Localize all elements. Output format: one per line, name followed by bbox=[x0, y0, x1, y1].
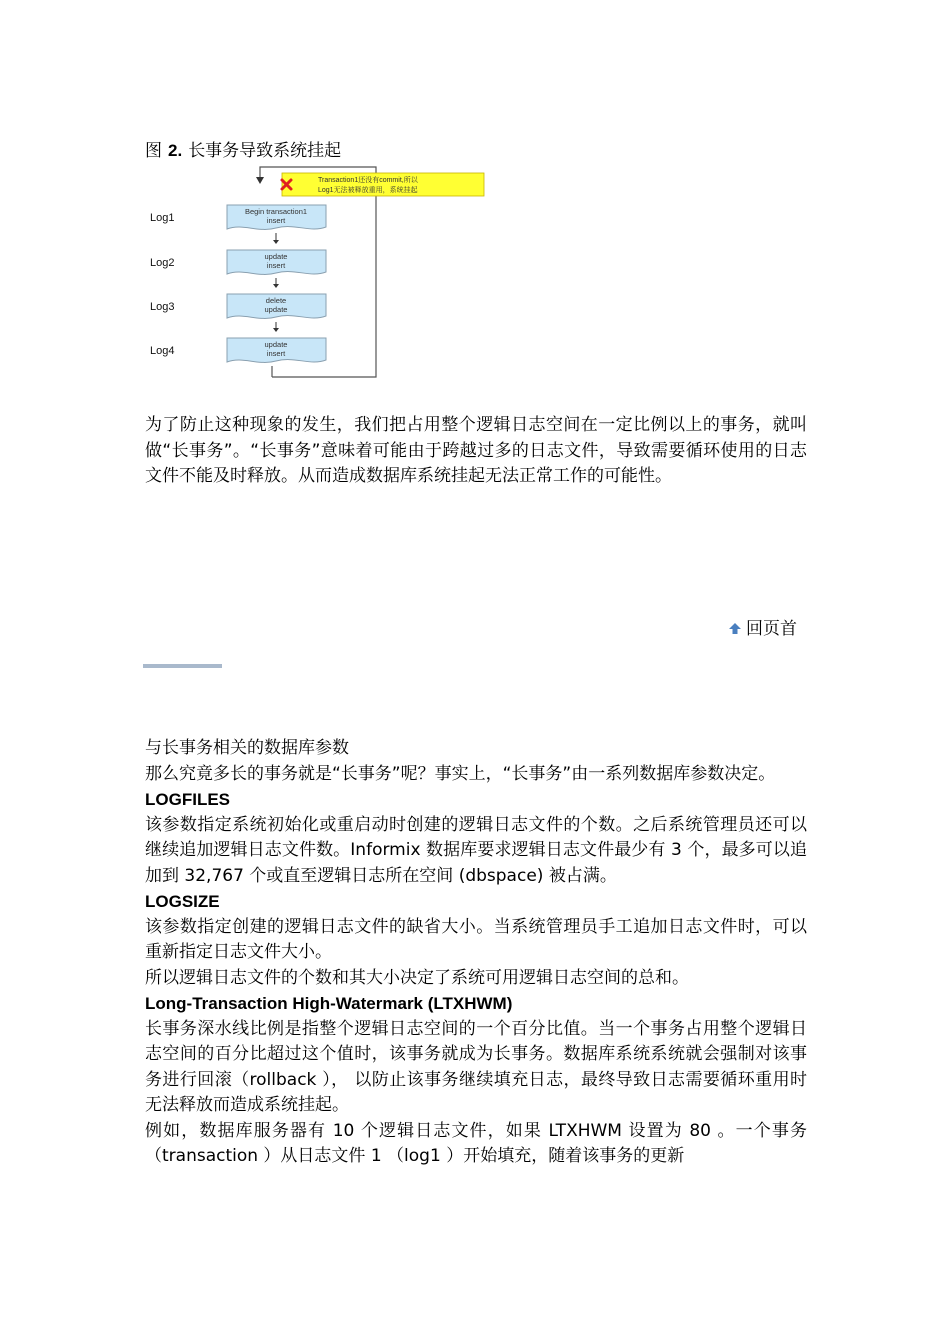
log-label: Log4 bbox=[150, 345, 175, 357]
intro-paragraph: 为了防止这种现象的发生，我们把占用整个逻辑日志空间在一定比例以上的事务，就叫做“长事务”。“长事务”意味着可能由于跨越过多的日志文件，导致需要循环使用的日志文件不能及时释放。从而造成数据库系统挂起无法正常工作的可能性。 bbox=[145, 415, 807, 486]
long-transaction-diagram bbox=[140, 163, 490, 388]
loop-arrowhead bbox=[256, 177, 264, 184]
log-box-line-2: insert bbox=[266, 216, 286, 225]
log-label: Log1 bbox=[150, 212, 175, 224]
flow-arrowhead bbox=[273, 328, 279, 332]
up-arrow-icon bbox=[728, 621, 742, 635]
log-box-line-2: insert bbox=[266, 349, 286, 358]
log-box-line-1: Begin transaction1 bbox=[244, 207, 308, 216]
example-text: 例如，数据库服务器有 10 个逻辑日志文件，如果 LTXHWM 设置为 80 。一个事务（transaction ）从日志文件 1 （log1 ）开始填充，随着该事务的更新 bbox=[145, 1120, 807, 1166]
logfiles-heading: LOGFILES bbox=[145, 790, 230, 809]
figure-title-text: 长事务导致系统挂起 bbox=[188, 141, 342, 161]
logsize-heading: LOGSIZE bbox=[145, 892, 220, 911]
figure-number: 2. bbox=[168, 141, 183, 160]
section-title: 与长事务相关的数据库参数 bbox=[145, 738, 349, 758]
log-label: Log3 bbox=[150, 301, 175, 313]
logsize-text: 该参数指定创建的逻辑日志文件的缺省大小。当系统管理员手工追加日志文件时，可以重新指定日志文件大小。 bbox=[145, 916, 807, 962]
callout-line-2: Log1无法被释放重用，系统挂起 bbox=[318, 187, 418, 194]
logsize-summary: 所以逻辑日志文件的个数和其大小决定了系统可用逻辑日志空间的总和。 bbox=[145, 967, 689, 988]
log-box-line-2: update bbox=[264, 305, 288, 314]
log-box-line-1: update bbox=[264, 340, 288, 349]
log-box-line-2: insert bbox=[266, 261, 286, 270]
section-divider bbox=[143, 664, 222, 668]
flow-arrowhead bbox=[273, 284, 279, 288]
log-box-line-1: delete bbox=[265, 296, 287, 305]
back-to-top-label: 回页首 bbox=[746, 619, 797, 639]
callout-line-1: Transaction1还没有commit,所以 bbox=[318, 177, 418, 184]
figure-title bbox=[145, 140, 341, 162]
section-body bbox=[145, 736, 807, 1170]
log-label: Log2 bbox=[150, 257, 175, 269]
ltxhwm-text: 长事务深水线比例是指整个逻辑日志空间的一个百分比值。当一个事务占用整个逻辑日志空间的百分比超过这个值时，该事务就成为长事务。数据库系统系统就会强制对该事务进行回滚（rollback ）， 以防止该事务继续填充日志，最终导致日志需要循环重用时无法释放而造成系统挂起。 bbox=[145, 1018, 807, 1115]
log-box-line-1: update bbox=[264, 252, 288, 261]
flow-arrowhead bbox=[273, 240, 279, 244]
logfiles-text: 该参数指定系统初始化或重启动时创建的逻辑日志文件的个数。之后系统管理员还可以继续追加逻辑日志文件数。Informix 数据库要求逻辑日志文件最少有 3 个，最多可以追加到 32,767 个或直至逻辑日志所在空间 (dbspace) 被占满。 bbox=[145, 814, 807, 886]
section-intro: 那么究竟多长的事务就是“长事务”呢？事实上，“长事务”由一系列数据库参数决定。 bbox=[145, 763, 776, 784]
ltxhwm-heading: Long-Transaction High-Watermark (LTXHWM) bbox=[145, 994, 513, 1013]
figure-title-prefix: 图 bbox=[145, 141, 162, 161]
back-to-top-link[interactable] bbox=[728, 617, 797, 641]
